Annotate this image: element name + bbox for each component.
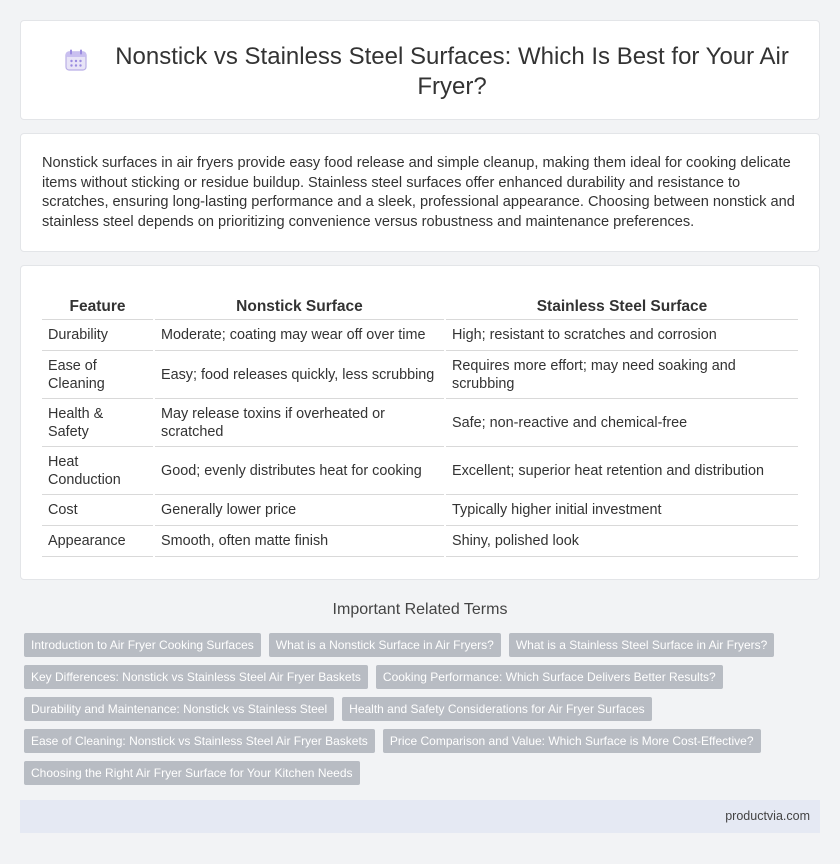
nonstick-cell: May release toxins if overheated or scratched xyxy=(154,399,445,447)
intro-card xyxy=(20,133,820,252)
feature-cell: Ease of Cleaning xyxy=(42,351,154,399)
related-terms-list xyxy=(24,633,824,793)
table-header-row xyxy=(42,296,798,320)
table-row xyxy=(42,320,798,351)
nonstick-cell: Good; evenly distributes heat for cooking xyxy=(154,447,445,495)
related-term-link[interactable]: What is a Stainless Steel Surface in Air Fryers? xyxy=(509,633,774,657)
feature-cell: Durability xyxy=(42,320,154,351)
table-row xyxy=(42,351,798,399)
nonstick-cell: Generally lower price xyxy=(154,495,445,526)
related-term-link[interactable]: Health and Safety Considerations for Air Fryer Surfaces xyxy=(342,697,651,721)
footer-site[interactable]: productvia.com xyxy=(725,809,810,823)
header-nonstick: Nonstick Surface xyxy=(154,296,445,320)
header-stainless: Stainless Steel Surface xyxy=(445,296,798,320)
related-term-link[interactable]: Choosing the Right Air Fryer Surface for Your Kitchen Needs xyxy=(24,761,360,785)
related-term-link[interactable]: Price Comparison and Value: Which Surface is More Cost-Effective? xyxy=(383,729,761,753)
stainless-cell: Requires more effort; may need soaking and scrubbing xyxy=(445,351,798,399)
table-row xyxy=(42,495,798,526)
related-term-link[interactable]: Introduction to Air Fryer Cooking Surfaces xyxy=(24,633,261,657)
related-term-link[interactable]: Durability and Maintenance: Nonstick vs Stainless Steel xyxy=(24,697,334,721)
table-row xyxy=(42,447,798,495)
stainless-cell: High; resistant to scratches and corrosion xyxy=(445,320,798,351)
comparison-card xyxy=(20,265,820,580)
title-card xyxy=(20,20,820,120)
comparison-table xyxy=(42,296,798,557)
footer xyxy=(20,800,820,833)
table-row xyxy=(42,526,798,557)
intro-paragraph: Nonstick surfaces in air fryers provide easy food release and simple cleanup, making them ideal for cooking delicate items without sticking or residue buildup. Stainless steel surfaces offer enhanced durability and resistance to scratches, ensuring long-lasting performance and a sleek, professional appearance. Choosing between nonstick and stainless steel depends on prioritizing convenience versus robustness and maintenance preferences. xyxy=(42,155,795,230)
stainless-cell: Safe; non-reactive and chemical-free xyxy=(445,399,798,447)
related-term-link[interactable]: Cooking Performance: Which Surface Delivers Better Results? xyxy=(376,665,723,689)
related-terms-title: Important Related Terms xyxy=(332,601,508,618)
feature-cell: Appearance xyxy=(42,526,154,557)
page-title: Nonstick vs Stainless Steel Surfaces: Which Is Best for Your Air Fryer? xyxy=(115,43,789,100)
table-row xyxy=(42,399,798,447)
related-term-link[interactable]: Key Differences: Nonstick vs Stainless Steel Air Fryer Baskets xyxy=(24,665,368,689)
feature-cell: Heat Conduction xyxy=(42,447,154,495)
nonstick-cell: Easy; food releases quickly, less scrubbing xyxy=(154,351,445,399)
stainless-cell: Excellent; superior heat retention and distribution xyxy=(445,447,798,495)
stainless-cell: Typically higher initial investment xyxy=(445,495,798,526)
stainless-cell: Shiny, polished look xyxy=(445,526,798,557)
feature-cell: Cost xyxy=(42,495,154,526)
feature-cell: Health & Safety xyxy=(42,399,154,447)
nonstick-cell: Moderate; coating may wear off over time xyxy=(154,320,445,351)
nonstick-cell: Smooth, often matte finish xyxy=(154,526,445,557)
related-term-link[interactable]: Ease of Cleaning: Nonstick vs Stainless Steel Air Fryer Baskets xyxy=(24,729,375,753)
related-term-link[interactable]: What is a Nonstick Surface in Air Fryers? xyxy=(269,633,501,657)
header-feature: Feature xyxy=(42,296,154,320)
